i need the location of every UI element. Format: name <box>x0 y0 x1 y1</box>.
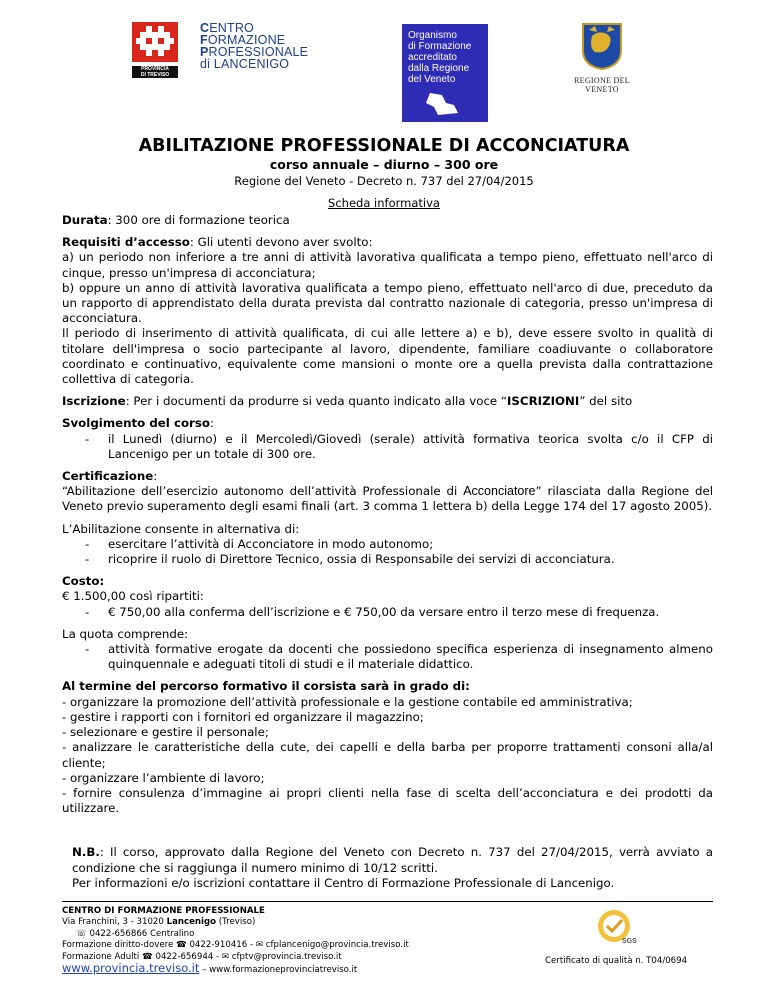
termine-item: - organizzare l’ambiente di lavoro; <box>62 770 265 785</box>
quota-section: La quota comprende: - attività formative erogate da docenti che possiedono specifica esperienza di insegnamento almeno quinquennale e adeguati titoli di studi e il materiale didattico. <box>62 626 713 672</box>
costo-item: € 750,00 alla conferma dell’iscrizione e € 750,00 da versare entro il terzo mese di frequenza. <box>108 604 660 619</box>
fax-icon: ☎ <box>142 951 153 962</box>
iscrizione-paragraph: Iscrizione: Per i documenti da produrre si veda quanto indicato alla voce “ISCRIZIONI” del sito <box>62 394 633 409</box>
quota-item: attività formative erogate da docenti che possiedono specifica esperienza di insegnamento almeno quinquennale e adeguati titoli di studi e il materiale didattico. <box>108 642 713 672</box>
phone-icon: ☏ <box>76 928 87 939</box>
sgs-quality-logo <box>592 908 644 952</box>
cfp-logo-line4: di LANCENIGO <box>200 57 290 71</box>
termine-item: - analizzare le caratteristiche della cute, dei capelli e della barba per proporre trattamenti consoni alla/al cliente; <box>62 740 713 770</box>
provincia-treviso-logo <box>132 22 178 76</box>
fax-icon: ☎ <box>176 940 187 951</box>
cfp-lancenigo-logo: CENTRO FORMAZIONE PROFESSIONALE di LANCENIGO <box>200 22 340 76</box>
abilitazione-item: ricoprire il ruolo di Direttore Tecnico, ossia di Responsabile dei servizi di acconciatura. <box>108 552 615 567</box>
website-link[interactable]: www.provincia.treviso.it <box>62 961 200 976</box>
mail-icon: ✉ <box>255 940 264 951</box>
nb-note: N.B.: Il corso, approvato dalla Regione del Veneto con Decreto n. 737 del 27/04/2015, verrà avviato a condizione che si raggiunga il numero minimo di 10/12 scritti. Per informazioni e/o iscrizioni contattare il Centro di Formazione Professionale di Lancenigo. <box>72 845 713 890</box>
scheda-heading: Scheda informativa <box>328 196 440 210</box>
page-title: ABILITAZIONE PROFESSIONALE DI ACCONCIATURA <box>138 136 630 156</box>
footer-org-name: CENTRO DI FORMAZIONE PROFESSIONALE <box>62 906 265 916</box>
requisiti-periodo: Il periodo di inserimento di attività qualificata, di cui alle lettere a) e b), deve essere svolto in qualità di titolare dell'impresa o socio partecipante al lavoro, dipendente, familiare coadiuvante o collaboratore coordinato e continuativo, equivalente come mansioni o monte ore a quella prevista dalla contrattazione collettiva di categoria. <box>62 326 713 387</box>
email-link[interactable]: cfptv@provincia.treviso.it <box>229 951 342 962</box>
svolgimento-item: il Lunedì (diurno) e il Mercoledì/Giovedì (serale) attività formativa teorica svolta c/o il CFP di Lancenigo per un totale di 300 ore. <box>108 431 713 461</box>
abilitazione-item: esercitare l’attività di Acconciatore in modo autonomo; <box>108 536 434 551</box>
lion-shield-icon <box>579 22 625 70</box>
email-link[interactable]: cfplancenigo@provincia.treviso.it <box>263 940 409 951</box>
svolgimento-section: Svolgimento del corso: - il Lunedì (diurno) e il Mercoledì/Giovedì (serale) attività formativa teorica svolta c/o il CFP di Lancenigo per un totale di 300 ore. <box>62 416 713 461</box>
termine-section: Al termine del percorso formativo il corsista sarà in grado di: - organizzare la promozione dell’attività professionale e la gestione contabile ed amministrativa; - gestire i rapporti con i fornitori ed organizzare il magazzino; - selezionare e gestire il personale; - analizzare le caratteristiche della cute, dei capelli e della barba per proporre trattamenti consoni alla/al cliente; - organizzare l’ambiente di lavoro; - fornire consulenza d’immagine ai propri clienti nella fase di scelta dell’acconciatura e dei prodotti da utilizzare. <box>62 679 713 816</box>
footer-divider <box>62 901 713 902</box>
abilitazione-section: L’Abilitazione consente in alternativa di: - esercitare l’attività di Acconciatore in modo autonomo; - ricoprire il ruolo di Direttore Tecnico, ossia di Responsabile dei servizi di acconciatura. <box>62 522 713 568</box>
durata-paragraph: Durata: 300 ore di formazione teorica <box>62 213 290 227</box>
requisiti-b: b) oppure un anno di attività lavorativa qualificata a tempo pieno, effettuato nell'arco di due, preceduto da un rapporto di apprendistato della durata prevista dal contratto nazionale di categoria, presso un'impresa di acconciatura. <box>62 280 713 326</box>
decree-subtitle: Regione del Veneto - Decreto n. 737 del 27/04/2015 <box>234 174 534 188</box>
course-subtitle: corso annuale – diurno – 300 ore <box>269 157 499 172</box>
requisiti-a: a) un periodo non inferiore a tre anni di attività lavorativa qualificata a tempo pieno, effettuato nell'arco di cinque, presso un'impresa di acconciatura; <box>62 250 713 280</box>
regione-veneto-text: REGIONE DEL VENETO <box>574 76 630 94</box>
requisiti-section: Requisiti d’accesso: Gli utenti devono aver svolto: a) un periodo non inferiore a tre anni di attività lavorativa qualificata a tempo pieno, effettuato nell'arco di cinque, presso un'impresa di acconciatura; b) oppure un anno di attività lavorativa qualificata a tempo pieno, effettuato nell'arco di due, preceduto da un rapporto di apprendistato della durata prevista dal contratto nazionale di categoria, presso un'impresa di acconciatura. Il periodo di inserimento di attività qualificata, di cui alle lettere a) e b), deve essere svolto in qualità di titolare dell'impresa o socio partecipante al lavoro, dipendente, familiare coadiuvante o collaboratore coordinato e continuativo, equivalente come mansioni o monte ore a quella prevista dalla contrattazione collettiva di categoria. <box>62 235 713 387</box>
certificato-qualita: Certificato di qualità n. T04/0694 <box>545 956 688 966</box>
document-body <box>62 213 713 816</box>
termine-item: - fornire consulenza d’immagine ai propri clienti nella fase di scelta dell’acconciatura e dei prodotti da utilizzare. <box>62 785 713 816</box>
regione-veneto-logo <box>558 22 646 94</box>
certificazione-section: Certificazione: “Abilitazione dell’esercizio autonomo dell’attività Professionale di Acconciatore” rilasciata dalla Regione del Veneto previo superamento degli esami finali (art. 3 comma 1 lettera b) della Legge 174 del 17 agosto 2005). <box>62 469 713 514</box>
sgs-text: SGS <box>622 938 637 945</box>
mail-icon: ✉ <box>221 951 230 962</box>
termine-item: - gestire i rapporti con i fornitori ed organizzare il magazzino; <box>62 709 424 724</box>
provincia-line2: DI TREVISO <box>140 72 170 78</box>
provincia-emblem-icon <box>132 22 178 62</box>
costo-section: Costo: € 1.500,00 così ripartiti: - € 750,00 alla conferma dell’iscrizione e € 750,00 da versare entro il terzo mese di frequenza. <box>62 574 713 620</box>
provincia-line1: PROVINCIA <box>141 66 169 72</box>
organismo-accreditato-logo: Organismo di Formazione accreditato dalla Regione del Veneto <box>402 24 488 122</box>
quality-check-icon <box>592 908 644 952</box>
footer-contacts: CENTRO DI FORMAZIONE PROFESSIONALE Via Franchini, 3 - 31020 Lancenigo (Treviso) ☏ 0422-656866 Centralino Formazione diritto-dovere ☎ 0422-910416 - ✉ cfplancenigo@provincia.treviso.it Formazione Adulti ☎ 0422-656944 - ✉ cfptv@provincia.treviso.it www.provincia.treviso.it – www.formazioneprovinciatreviso.it <box>62 906 409 976</box>
website-link-2[interactable]: www.formazioneprovinciatreviso.it <box>209 965 358 976</box>
termine-item: - organizzare la promozione dell’attività professionale e la gestione contabile ed amministrativa; <box>62 694 633 709</box>
regione-shape-icon <box>424 91 464 117</box>
termine-item: - selezionare e gestire il personale; <box>62 725 269 740</box>
